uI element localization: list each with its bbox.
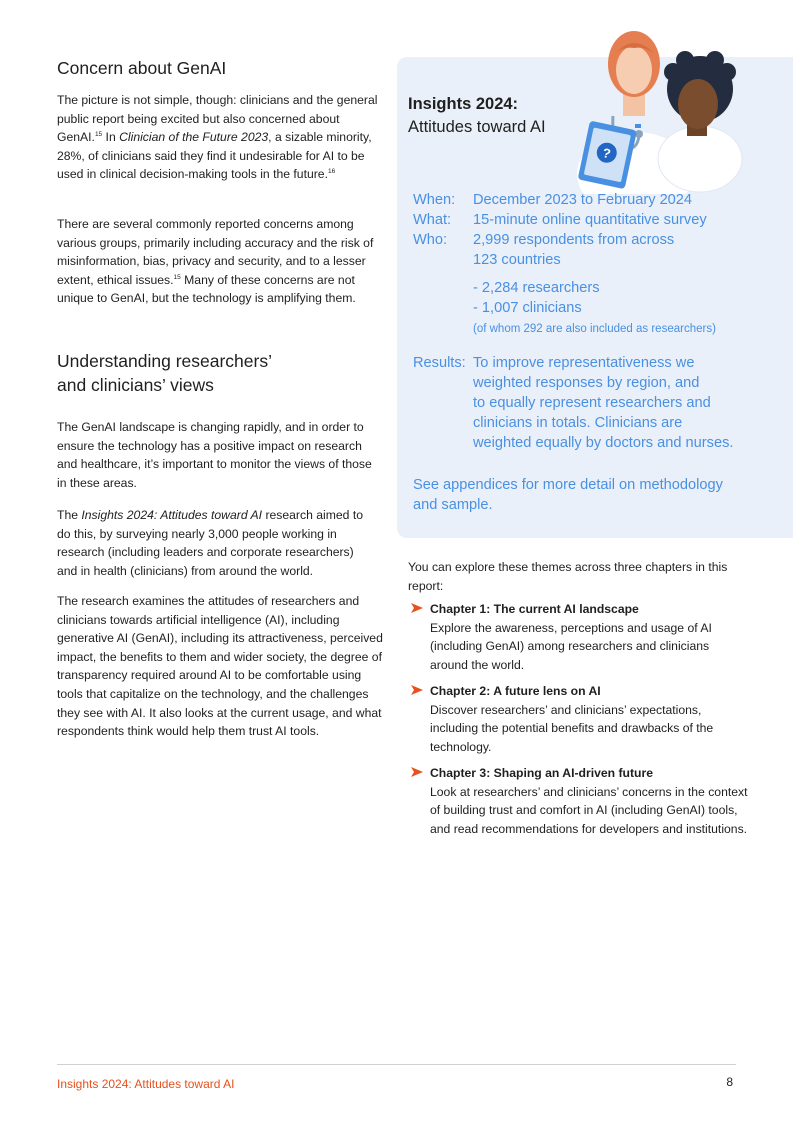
clinicians-note: (of whom 292 are also included as researchers) [473, 323, 716, 335]
results-line-4: clinicians in totals. Clinicians are [473, 415, 683, 431]
section-heading-concern: Concern about GenAI [57, 58, 227, 78]
chapter-item-2 [430, 682, 750, 756]
svg-text:?: ? [601, 145, 613, 162]
when-label: When: [413, 192, 456, 208]
chevron-right-icon [410, 684, 424, 696]
results-line-1: To improve representativeness we [473, 355, 695, 371]
paragraph-research-examines: The research examines the attitudes of researchers and clinicians towards artificial intelligence (AI), including generative AI (GenAI), including its attractiveness, perceived impact, the benefits to them and wider society, the degree of transparency required around AI to be comfortable using tools that capitalize on the technology, and the challenges they see with AI. It also looks at the current usage, and what respondents think would help them trust AI tools. [57, 594, 383, 739]
page-number: 8 [726, 1075, 733, 1089]
see-appendices-line1: See appendices for more detail on methodology [413, 477, 723, 493]
what-value: 15-minute online quantitative survey [473, 212, 707, 228]
who-value-line2: 123 countries [473, 252, 561, 268]
what-label: What: [413, 212, 452, 228]
box-title: Insights 2024: [408, 95, 519, 113]
chapter-item-3 [430, 764, 750, 838]
footer-title: Insights 2024: Attitudes toward AI [57, 1077, 235, 1091]
paragraph-concern-2: There are several commonly reported concerns among various groups, primarily including accuracy and the risk of misinformation, bias, privacy and security, and to a lesser extent, ethical issues.$^{15}$ Many of these concerns are not unique to GenAI, but the technology is amplifying them. [57, 217, 374, 306]
chapter-2-title: Chapter 2: A future lens on AI [430, 684, 601, 698]
chapter-item-1 [430, 600, 750, 674]
chapter-1-desc: Explore the awareness, perceptions and usage of AI (including GenAI) among researchers and clinicians around the world. [430, 620, 712, 672]
clinicians-count: - 1,007 clinicians [473, 300, 582, 316]
chevron-right-icon [410, 602, 424, 614]
chapters-intro: You can explore these themes across three chapters in this report: [408, 560, 728, 593]
paragraph-landscape: The GenAI landscape is changing rapidly, and in order to ensure the technology has a positive impact on research and healthcare, it’s important to monitor the views of those in these areas. [57, 420, 372, 490]
results-line-2: weighted responses by region, and [473, 375, 700, 391]
footer-divider [57, 1064, 736, 1065]
results-line-3: to equally represent researchers and [473, 395, 711, 411]
chapter-3-desc: Look at researchers’ and clinicians’ concerns in the context of building trust and comfort in AI (including GenAI) tools, and read recommendations for developers and institutions. [430, 784, 748, 836]
chapter-2-desc: Discover researchers’ and clinicians’ expectations, including the potential benefits and drawbacks of the technology. [430, 702, 714, 754]
chapter-1-title: Chapter 1: The current AI landscape [430, 602, 639, 616]
researchers-count: - 2,284 researchers [473, 280, 600, 296]
paragraph-concern-1: The picture is not simple, though: clinicians and the general public report being excited but also concerned about GenAI.$^{15}$ In Clinician of the Future 2023, a sizable minority, 28%, of clinicians said they find it undesirable for AI to be used in clinical decision-making tools in the future.$^{16}$ [57, 93, 378, 182]
paragraph-insights-research: The Insights 2024: Attitudes toward AI research aimed to do this, by surveying nearly 3,000 people working in research (including leaders and corporate researchers) and in health (clinicians) from around the world. [57, 508, 363, 578]
chapter-3-title: Chapter 3: Shaping an AI-driven future [430, 766, 654, 780]
when-value: December 2023 to February 2024 [473, 192, 693, 208]
results-line-5: weighted equally by doctors and nurses. [473, 435, 734, 451]
results-label: Results: [413, 355, 466, 371]
who-value-line1: 2,999 respondents from across [473, 232, 675, 248]
clinician-illustration-icon [575, 24, 750, 194]
see-appendices-line2: and sample. [413, 497, 493, 513]
section-heading-understanding: Understanding researchers’ and clinicians’ views [57, 351, 272, 395]
who-label: Who: [413, 232, 448, 248]
box-subtitle: Attitudes toward AI [408, 118, 546, 136]
chevron-right-icon [410, 766, 424, 778]
